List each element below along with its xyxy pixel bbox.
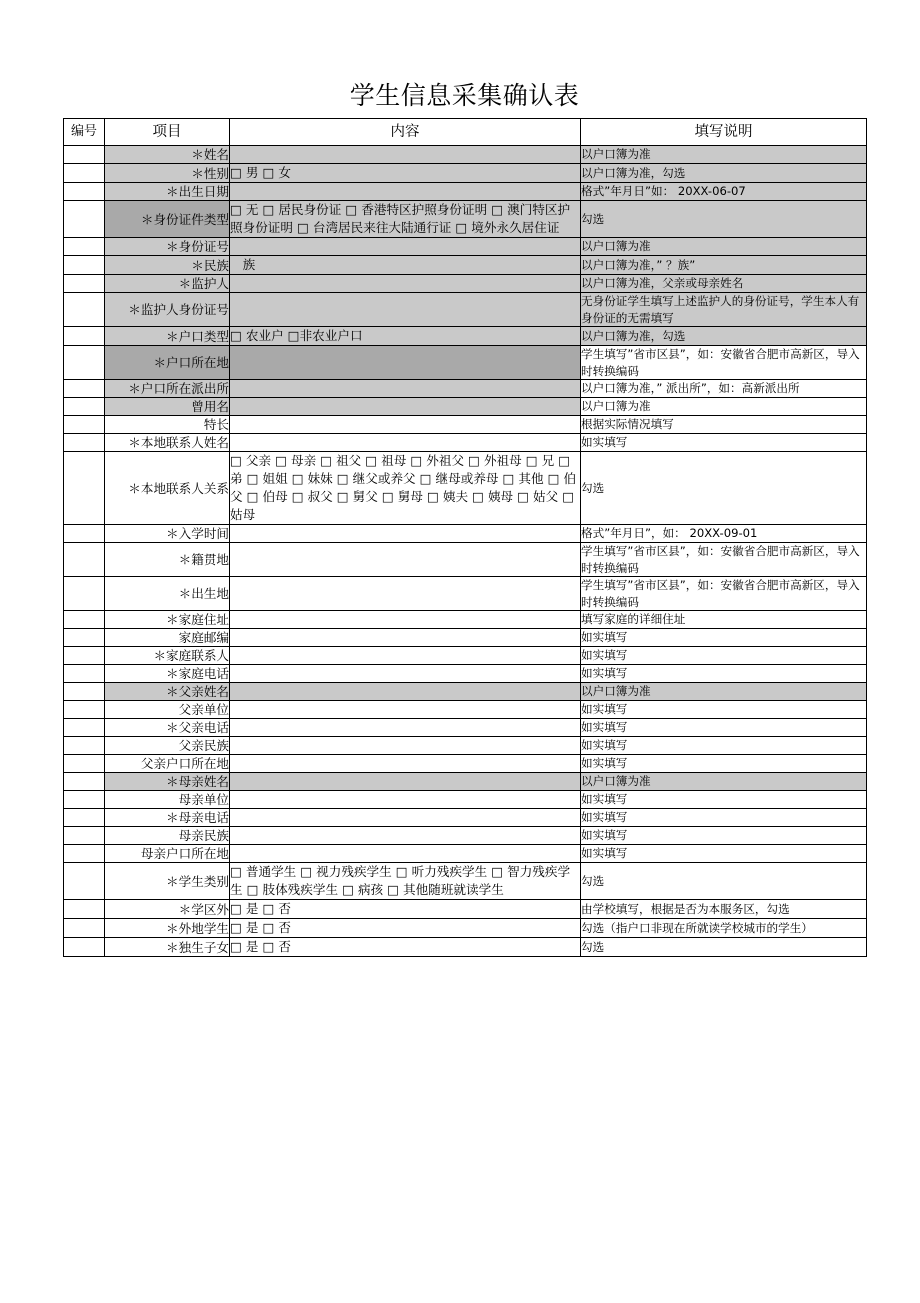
row-content-cell[interactable]: □ 男 □ 女 [230,164,581,183]
table-header-row [64,119,867,146]
row-item-label: 家庭邮编 [105,629,230,647]
row-content-cell[interactable] [230,629,581,647]
row-note-cell: 以户口簿为准，” 派出所”，如：高新派出所 [581,380,867,398]
row-item-label: ＊独生子女 [105,938,230,957]
row-number-cell[interactable] [64,719,105,737]
row-note-cell: 以户口簿为准 [581,773,867,791]
row-item-label: ＊监护人 [105,275,230,293]
row-note-cell: 以户口簿为准，父亲或母亲姓名 [581,275,867,293]
row-note-cell: 如实填写 [581,434,867,452]
table-row [64,809,867,827]
table-row [64,398,867,416]
row-number-cell[interactable] [64,701,105,719]
row-number-cell[interactable] [64,452,105,525]
row-item-label: 父亲单位 [105,701,230,719]
row-content-cell[interactable]: □ 无 □ 居民身份证 □ 香港特区护照身份证明 □ 澳门特区护照身份证明 □ 台湾居民来往大陆通行证 □ 境外永久居住证 [230,201,581,238]
row-content-cell[interactable] [230,293,581,327]
table-row [64,827,867,845]
row-content-cell[interactable] [230,701,581,719]
row-item-label: ＊家庭电话 [105,665,230,683]
row-note-cell: 以户口簿为准，勾选 [581,327,867,346]
row-item-label: ＊本地联系人姓名 [105,434,230,452]
table-row [64,863,867,900]
row-content-cell[interactable]: □ 是 □ 否 [230,919,581,938]
row-note-cell: 如实填写 [581,791,867,809]
row-number-cell[interactable] [64,809,105,827]
row-note-cell: 学生填写”省市区县”，如：安徽省合肥市高新区，导入时转换编码 [581,346,867,380]
student-info-collection-table [63,118,867,957]
row-number-cell[interactable] [64,737,105,755]
row-item-label: ＊本地联系人关系 [105,452,230,525]
table-row [64,201,867,238]
table-row [64,665,867,683]
row-number-cell[interactable] [64,845,105,863]
column-header-content: 内容 [230,119,581,146]
row-item-label: 父亲户口所在地 [105,755,230,773]
row-number-cell[interactable] [64,577,105,611]
row-number-cell[interactable] [64,863,105,900]
row-note-cell: 由学校填写，根据是否为本服务区，勾选 [581,900,867,919]
table-row [64,701,867,719]
table-row [64,755,867,773]
row-number-cell[interactable] [64,183,105,201]
row-number-cell[interactable] [64,629,105,647]
row-content-cell[interactable] [230,755,581,773]
row-note-cell: 勾选 [581,863,867,900]
row-number-cell[interactable] [64,327,105,346]
row-note-cell: 如实填写 [581,827,867,845]
row-content-cell[interactable]: □ 父亲 □ 母亲 □ 祖父 □ 祖母 □ 外祖父 □ 外祖母 □ 兄 □ 弟 □ 姐姐 □ 妹妹 □ 继父或养父 □ 继母或养母 □ 其他 □ 伯父 □ 伯母 □ 叔父 □ 舅父 □ 舅母 □ 姨夫 □ 姨母 □ 姑父 □ 姑母 [230,452,581,525]
row-note-cell: 无身份证学生填写上述监护人的身份证号，学生本人有身份证的无需填写 [581,293,867,327]
row-note-cell: 以户口簿为准，” ？族” [581,256,867,275]
table-row [64,256,867,275]
row-item-label: ＊身份证号 [105,238,230,256]
row-number-cell[interactable] [64,293,105,327]
row-note-cell: 勾选（指户口非现在所就读学校城市的学生） [581,919,867,938]
row-note-cell: 如实填写 [581,755,867,773]
row-note-cell: 勾选 [581,452,867,525]
row-note-cell: 以户口簿为准 [581,146,867,164]
row-number-cell[interactable] [64,164,105,183]
row-note-cell: 如实填写 [581,629,867,647]
row-number-cell[interactable] [64,683,105,701]
row-content-cell[interactable] [230,416,581,434]
table-body [64,146,867,957]
row-note-cell: 如实填写 [581,647,867,665]
row-content-cell[interactable] [230,845,581,863]
row-item-label: 特长 [105,416,230,434]
table-row [64,275,867,293]
row-item-label: ＊父亲姓名 [105,683,230,701]
row-number-cell[interactable] [64,543,105,577]
table-row [64,238,867,256]
row-number-cell[interactable] [64,791,105,809]
table-row [64,900,867,919]
row-number-cell[interactable] [64,256,105,275]
row-item-label: ＊家庭联系人 [105,647,230,665]
row-content-cell[interactable] [230,146,581,164]
row-number-cell[interactable] [64,416,105,434]
row-note-cell: 格式”年月日”如： 20XX-06-07 [581,183,867,201]
row-note-cell: 勾选 [581,201,867,238]
page-title: 学生信息采集确认表 [349,81,580,110]
row-content-cell[interactable] [230,238,581,256]
row-content-cell[interactable] [230,719,581,737]
table-row [64,919,867,938]
row-note-cell: 勾选 [581,938,867,957]
table-row [64,164,867,183]
row-number-cell[interactable] [64,938,105,957]
table-row [64,434,867,452]
row-content-cell[interactable] [230,827,581,845]
row-note-cell: 如实填写 [581,845,867,863]
table-row [64,938,867,957]
row-item-label: ＊家庭住址 [105,611,230,629]
row-content-cell[interactable] [230,275,581,293]
row-content-cell[interactable]: 族 [230,256,581,275]
row-content-cell[interactable] [230,380,581,398]
column-header-note: 填写说明 [581,119,867,146]
row-number-cell[interactable] [64,647,105,665]
row-number-cell[interactable] [64,773,105,791]
row-note-cell: 如实填写 [581,737,867,755]
table-row [64,719,867,737]
row-number-cell[interactable] [64,275,105,293]
row-item-label: ＊学生类别 [105,863,230,900]
row-number-cell[interactable] [64,146,105,164]
row-note-cell: 以户口簿为准 [581,238,867,256]
row-number-cell[interactable] [64,525,105,543]
table-row [64,791,867,809]
row-item-label: 曾用名 [105,398,230,416]
row-content-cell[interactable] [230,737,581,755]
row-note-cell: 如实填写 [581,809,867,827]
row-item-label: ＊出生地 [105,577,230,611]
table-row [64,327,867,346]
row-item-label: ＊监护人身份证号 [105,293,230,327]
row-content-cell[interactable]: □ 是 □ 否 [230,938,581,957]
row-number-cell[interactable] [64,201,105,238]
row-number-cell[interactable] [64,434,105,452]
table-row [64,416,867,434]
table-row [64,525,867,543]
row-item-label: ＊外地学生 [105,919,230,938]
row-content-cell[interactable] [230,577,581,611]
row-item-label: ＊母亲姓名 [105,773,230,791]
row-note-cell: 格式”年月日”，如： 20XX-09-01 [581,525,867,543]
table-row [64,146,867,164]
table-row [64,845,867,863]
row-content-cell[interactable] [230,398,581,416]
row-note-cell: 如实填写 [581,701,867,719]
row-content-cell[interactable] [230,665,581,683]
row-item-label: ＊出生日期 [105,183,230,201]
row-number-cell[interactable] [64,238,105,256]
column-header-item: 项目 [105,119,230,146]
row-number-cell[interactable] [64,919,105,938]
row-item-label: ＊户口所在地 [105,346,230,380]
table-row [64,773,867,791]
table-row [64,647,867,665]
row-item-label: ＊姓名 [105,146,230,164]
row-note-cell: 学生填写”省市区县”，如：安徽省合肥市高新区，导入时转换编码 [581,577,867,611]
row-note-cell: 如实填写 [581,719,867,737]
row-item-label: 母亲户口所在地 [105,845,230,863]
table-row [64,577,867,611]
row-number-cell[interactable] [64,380,105,398]
row-item-label: ＊身份证件类型 [105,201,230,238]
row-item-label: ＊户口所在派出所 [105,380,230,398]
row-item-label: 父亲民族 [105,737,230,755]
table-row [64,611,867,629]
row-content-cell[interactable] [230,346,581,380]
table-row [64,183,867,201]
row-note-cell: 以户口簿为准，勾选 [581,164,867,183]
row-note-cell: 如实填写 [581,665,867,683]
row-item-label: ＊入学时间 [105,525,230,543]
row-content-cell[interactable] [230,543,581,577]
row-content-cell[interactable] [230,434,581,452]
row-item-label: 母亲单位 [105,791,230,809]
row-item-label: ＊户口类型 [105,327,230,346]
row-number-cell[interactable] [64,900,105,919]
table-row [64,293,867,327]
table-row [64,543,867,577]
table-row [64,683,867,701]
row-content-cell[interactable] [230,791,581,809]
row-item-label: ＊学区外 [105,900,230,919]
row-item-label: ＊父亲电话 [105,719,230,737]
row-number-cell[interactable] [64,665,105,683]
table-row [64,380,867,398]
row-content-cell[interactable] [230,183,581,201]
row-content-cell[interactable] [230,611,581,629]
row-content-cell[interactable] [230,773,581,791]
row-content-cell[interactable] [230,809,581,827]
row-item-label: ＊籍贯地 [105,543,230,577]
column-header-no: 编号 [64,119,105,146]
row-content-cell[interactable]: □ 农业户 □非农业户口 [230,327,581,346]
row-number-cell[interactable] [64,755,105,773]
row-item-label: ＊母亲电话 [105,809,230,827]
row-content-cell[interactable] [230,683,581,701]
row-content-cell[interactable]: □ 是 □ 否 [230,900,581,919]
row-item-label: ＊民族 [105,256,230,275]
row-content-cell[interactable] [230,647,581,665]
row-item-label: ＊性别 [105,164,230,183]
table-row [64,346,867,380]
table-row [64,737,867,755]
row-number-cell[interactable] [64,827,105,845]
row-number-cell[interactable] [64,398,105,416]
row-note-cell: 学生填写”省市区县”，如：安徽省合肥市高新区，导入时转换编码 [581,543,867,577]
row-note-cell: 填写家庭的详细住址 [581,611,867,629]
row-number-cell[interactable] [64,346,105,380]
row-item-label: 母亲民族 [105,827,230,845]
row-note-cell: 根据实际情况填写 [581,416,867,434]
row-content-cell[interactable]: □ 普通学生 □ 视力残疾学生 □ 听力残疾学生 □ 智力残疾学生 □ 肢体残疾学生 □ 病孩 □ 其他随班就读学生 [230,863,581,900]
row-content-cell[interactable] [230,525,581,543]
row-note-cell: 以户口簿为准 [581,683,867,701]
table-row [64,452,867,525]
table-row [64,629,867,647]
row-number-cell[interactable] [64,611,105,629]
row-note-cell: 以户口簿为准 [581,398,867,416]
